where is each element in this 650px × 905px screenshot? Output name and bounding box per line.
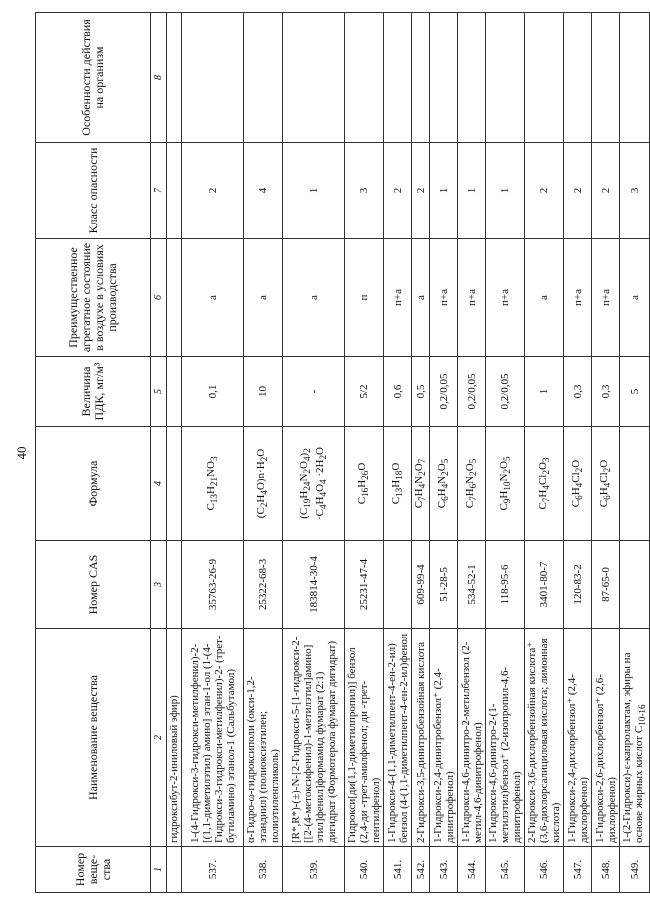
cas-number: 534-52-1 (458, 541, 486, 629)
effect-note (384, 13, 412, 143)
chemical-formula: $C_9H_{10}N_2O_5$ (486, 427, 525, 541)
aggregate-state: п (345, 239, 384, 357)
hazard-class: 2 (182, 143, 244, 239)
aggregate-state: а (525, 239, 564, 357)
chemical-formula: $(C_{19}H_{24}N_2O_4)_2 \cdot C_4H_4O_4 \cdot 2H_2O$ (283, 427, 345, 541)
header-effect: Особенности действия на организм (36, 13, 151, 143)
table-row (564, 13, 592, 893)
cas-number: 25231-47-4 (345, 541, 384, 629)
effect-note (620, 13, 650, 143)
hazard-class: 2 (592, 143, 620, 239)
aggregate-state: а (244, 239, 283, 357)
pdk-value: 0,3 (592, 357, 620, 427)
hazard-class: 3 (345, 143, 384, 239)
aggregate-state: п+а (564, 239, 592, 357)
aggregate-state: п+а (430, 239, 458, 357)
cas-number: 87-65-0 (592, 541, 620, 629)
aggregate-state: п+а (592, 239, 620, 357)
effect-note (345, 13, 384, 143)
effect-note (283, 13, 345, 143)
chemical-formula: $C_{13}H_{18}O$ (384, 427, 412, 541)
cas-number (384, 541, 412, 629)
substance-name: 1-Гидрокси-2,4-динитробензол⁺ (2,4-динитрофенол) (430, 629, 458, 847)
substance-name: Гидрокси[ди(1,1-диметилпропил)] бензол (2,4-ди -трет-амилфенол; ди -трет-пентилфенол) (345, 629, 384, 847)
aggregate-state: а (620, 239, 650, 357)
aggregate-state: п+а (458, 239, 486, 357)
row-number: 546. (525, 847, 564, 893)
header-number: Номер веще-ства (36, 847, 151, 893)
hazard-class: 2 (564, 143, 592, 239)
pdk-value: 5/2 (345, 357, 384, 427)
index-cell: 2 (151, 629, 167, 847)
pdk-value: 0,6 (384, 357, 412, 427)
table-header-row (36, 13, 151, 893)
row-number: 545. (486, 847, 525, 893)
cas-number: 35763-26-9 (182, 541, 244, 629)
row-number: 539. (283, 847, 345, 893)
cas-number: 51-28-5 (430, 541, 458, 629)
pdk-value: 0,2/0,05 (486, 357, 525, 427)
hazard-class: 2 (384, 143, 412, 239)
chemical-formula (620, 427, 650, 541)
cas-number: 3401-80-7 (525, 541, 564, 629)
index-cell: 3 (151, 541, 167, 629)
cas-number (620, 541, 650, 629)
substance-name: 2-Гидрокси-3,6-дихлорбензойная кислота⁺ (3,6-дихлорсалициловая кислота; лимонная кислота) (525, 629, 564, 847)
table-row (283, 13, 345, 893)
header-name: Наименование вещества (36, 629, 151, 847)
table-row (182, 13, 244, 893)
row-number: 541. (384, 847, 412, 893)
header-pdk: Величина ПДК, мг/м³ (36, 357, 151, 427)
hazard-class: 2 (525, 143, 564, 239)
table-row (384, 13, 412, 893)
header-state: Преимущественное агрегатное состояние в воздухе в условиях производства (36, 239, 151, 357)
substance-name: 2-Гидрокси-3,5-динитробензойная кислота (412, 629, 430, 847)
index-cell: 1 (151, 847, 167, 893)
pdk-value: 0,2/0,05 (430, 357, 458, 427)
chemical-formula: $C_{16}H_{26}O$ (345, 427, 384, 541)
row-number: 540. (345, 847, 384, 893)
effect-note (182, 13, 244, 143)
substance-name: α-Гидро-ω-гидроксиполи (окси-1,2-этандиил) (полиоксиэтилен; полиэтиленгликоль) (244, 629, 283, 847)
table-row (525, 13, 564, 893)
row-number: 543. (430, 847, 458, 893)
substance-name: 1-Гидрокси-2,6-дихлорбензол⁺ (2,6-дихлорфенол) (592, 629, 620, 847)
substance-name: 1-Гидрокси-2,4-дихлорбензол⁺ (2,4-дихлорфенол) (564, 629, 592, 847)
pdk-value: 0,2/0,05 (458, 357, 486, 427)
cas-number: 609-99-4 (412, 541, 430, 629)
aggregate-state: а (283, 239, 345, 357)
chemical-formula: $C_7H_4N_2O_7$ (412, 427, 430, 541)
page-number: 40 (14, 446, 29, 460)
effect-note (244, 13, 283, 143)
effect-note (564, 13, 592, 143)
hazard-class: 1 (486, 143, 525, 239)
table-row (592, 13, 620, 893)
table-row (458, 13, 486, 893)
continuation-num (167, 847, 182, 893)
row-number: 542. (412, 847, 430, 893)
header-cas: Номер CAS (36, 541, 151, 629)
substance-name: 1-Гидрокси-4,6-динитро-2-метилбензол (2-метил-4,6-динитрофенол) (458, 629, 486, 847)
index-cell: 8 (151, 13, 167, 143)
hazard-class: 2 (412, 143, 430, 239)
table-row (486, 13, 525, 893)
effect-note (486, 13, 525, 143)
pdk-value: 1 (525, 357, 564, 427)
table-row (620, 13, 650, 893)
effect-note (592, 13, 620, 143)
hazard-class: 1 (430, 143, 458, 239)
document-table-sheet (35, 13, 648, 893)
cas-number: 120-83-2 (564, 541, 592, 629)
hazard-class: 1 (458, 143, 486, 239)
row-number: 537. (182, 847, 244, 893)
substance-name: 1-Гидрокси-4,6-динитро-2-(1-метилэтил)бензол⁺ (2-изопропил-4,6-динитрофенол) (486, 629, 525, 847)
substance-name: [R*,R*)-(±)-N-[2-Гидрокси-5-[1-гидрокси-2-[[2-(4-метоксифенил)-1-метилэтил]амино] этил]фенил]формамид фумарат (2:1) дигидрат (Формотерола фумарат дигидрат) (283, 629, 345, 847)
table-row (412, 13, 430, 893)
table-row (345, 13, 384, 893)
pdk-value: 0,1 (182, 357, 244, 427)
substance-name: 1-(2-Гидрокси)-ε-капролактам, эфиры на основе жирных кислот $C_{10-16}$ (620, 629, 650, 847)
table-row (244, 13, 283, 893)
cas-number: 183814-30-4 (283, 541, 345, 629)
chemical-formula: $C_{13}H_{21}NO_3$ (182, 427, 244, 541)
substance-name: 1-(4-Гидрокси-3-гидрокси-метилфенил)-2- [(1,1-диметилэтил) амино] этан-1-ол (1-(4-Гидрокси-3-гидрокси-метилфенил)-2- (трет-бутиламино) этанол-1 (Сальбутамол) (182, 629, 244, 847)
chemical-formula: $(C_2H_4O)n\cdot H_2O$ (244, 427, 283, 541)
aggregate-state: п+а (486, 239, 525, 357)
row-number: 547. (564, 847, 592, 893)
header-class: Класс опасности (36, 143, 151, 239)
continuation-text: гидроксибут-2-иниловый эфир) (167, 629, 182, 847)
pdk-value: - (283, 357, 345, 427)
pdk-value: 0,3 (564, 357, 592, 427)
effect-note (412, 13, 430, 143)
column-index-row (151, 13, 167, 893)
substances-table (35, 12, 650, 893)
pdk-value: 0,5 (412, 357, 430, 427)
cas-number: 25322-68-3 (244, 541, 283, 629)
chemical-formula: $C_6H_4N_2O_5$ (430, 427, 458, 541)
chemical-formula: $C_6H_4Cl_2O$ (564, 427, 592, 541)
hazard-class: 1 (283, 143, 345, 239)
chemical-formula: $C_6H_4Cl_2O$ (592, 427, 620, 541)
effect-note (430, 13, 458, 143)
row-number: 549. (620, 847, 650, 893)
hazard-class: 3 (620, 143, 650, 239)
aggregate-state: а (412, 239, 430, 357)
cas-number: 118-95-6 (486, 541, 525, 629)
table-row (430, 13, 458, 893)
effect-note (458, 13, 486, 143)
substance-name: 1-Гидрокси-4-(1,1-диметилпент-4-ен-2-ил) бензол (4-(1,1-диметилпент-4-ен-2-ил)фенол (384, 629, 412, 847)
aggregate-state: п+а (384, 239, 412, 357)
row-number: 544. (458, 847, 486, 893)
continuation-row (167, 13, 182, 893)
index-cell: 6 (151, 239, 167, 357)
row-number: 538. (244, 847, 283, 893)
chemical-formula: $C_7H_6N_2O_5$ (458, 427, 486, 541)
aggregate-state: а (182, 239, 244, 357)
hazard-class: 4 (244, 143, 283, 239)
chemical-formula: $C_7H_4Cl_2O_3$ (525, 427, 564, 541)
header-formula: Формула (36, 427, 151, 541)
row-number: 548. (592, 847, 620, 893)
index-cell: 7 (151, 143, 167, 239)
pdk-value: 5 (620, 357, 650, 427)
pdk-value: 10 (244, 357, 283, 427)
index-cell: 4 (151, 427, 167, 541)
effect-note (525, 13, 564, 143)
index-cell: 5 (151, 357, 167, 427)
